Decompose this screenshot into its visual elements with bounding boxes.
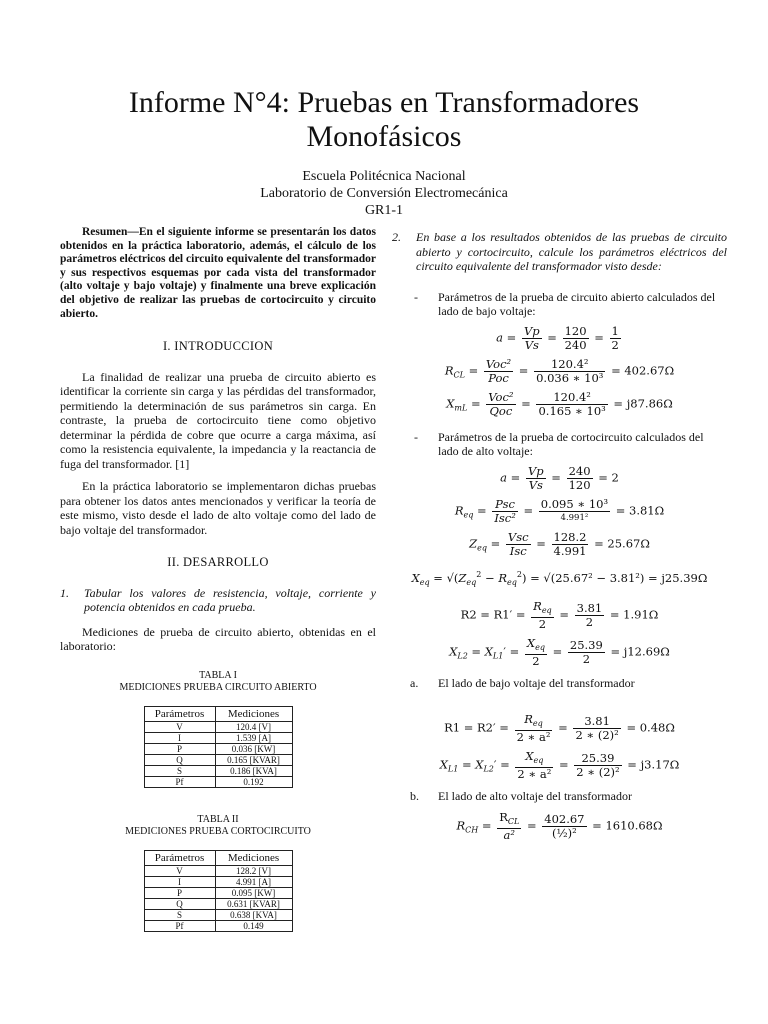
fraction (575, 602, 605, 629)
numerator: 25.39 (574, 752, 621, 766)
eq-result: = j87.86Ω (613, 396, 673, 410)
numerator: Voc² (488, 389, 514, 404)
table2-title: MEDICIONES PRUEBA CORTOCIRCUITO (125, 825, 311, 837)
right-column (392, 230, 727, 848)
numerator: 120 (564, 323, 587, 338)
table-cell-measurement: 0.192 (215, 776, 292, 787)
table-header: Parámetros (144, 850, 215, 865)
eq-result: = 0.48Ω (626, 720, 675, 734)
sub-item-text: El lado de alto voltaje del transformador (438, 788, 632, 803)
table-cell-measurement: 120.4 [V] (215, 721, 292, 732)
table-cell-parameter: P (144, 743, 215, 754)
eq-result: = 25.67Ω (594, 536, 650, 550)
table-cell-parameter: V (144, 865, 215, 876)
numerator: Psc (492, 498, 518, 512)
denominator: 2 (611, 337, 619, 352)
equation-r2: R2 = R1′ = $\frac{R_{eq}}{2}$ = $\frac{3.81}{2}$ = 1.91Ω (460, 599, 659, 631)
fraction (539, 498, 610, 525)
fraction: $\frac{402.67}{\text{(½)²}}$ (544, 812, 585, 840)
fraction (522, 325, 542, 352)
table-row (144, 765, 292, 776)
table-cell-measurement: 0.149 (215, 920, 292, 931)
item-number: 1. (60, 585, 69, 600)
fraction (536, 391, 607, 418)
equation-rcl: $R_{CL}$ = $\frac{\text{Voc²}}{\text{Poc}}$ = $\frac{\text{120.4²}}{\text{0.036 ∗ 10³}}$ = 402.67Ω (444, 356, 675, 385)
denominator: a² (503, 828, 515, 842)
numerator: 402.67 (544, 812, 585, 826)
table1-number: TABLA I (199, 669, 237, 681)
dash-text: Parámetros de la prueba de cortocircuito calculados del lado de alto voltaje: (438, 429, 704, 458)
table-cell-measurement: 0.186 [KVA] (215, 765, 292, 776)
numerator: 240 (568, 463, 591, 478)
equation-xl1: $X_{L1} = X_{L2}'$ = $\frac{X_{eq}}{\text{2 ∗ a²}}$ = $\frac{25.39}{\text{2 ∗ (2)²}}$ = j3.17Ω (439, 748, 680, 781)
table-cell-parameter: Pf (144, 920, 215, 931)
sub-item-b (392, 789, 727, 804)
dash-item-open-circuit (392, 290, 727, 319)
equation-req: $R_{eq}$ = $\frac{\text{Psc}}{\text{Isc²}}$ = $\frac{\text{0.095 ∗ 10³}}{\text{4.991²}}$ = 3.81Ω (454, 496, 665, 525)
paper-title (60, 86, 708, 154)
table-cell-parameter: Q (144, 898, 215, 909)
intro-paragraph-2: En la práctica laboratorio se implementaron dichas pruebas para obtener los datos antes mencionados y verificar la teoría de este mismo, visto desde el lado de alto voltaje como del lado de bajo voltaje del transformador. (60, 479, 376, 537)
equation-xl2: $X_{L2} = X_{L1}'$ = $\frac{X_{eq}}{2}$ = $\frac{25.39}{2}$ = j12.69Ω (449, 636, 670, 668)
denominator: Vs (524, 337, 539, 352)
fraction (573, 715, 620, 742)
fraction (484, 358, 513, 385)
denominator: 0.036 ∗ 10³ (536, 370, 604, 385)
numerator: 3.81 (573, 715, 620, 729)
numerator: 3.81 (576, 601, 603, 615)
fraction: $\frac{R_{eq}}{\text{2 ∗ a²}}$ (516, 711, 551, 744)
table-row (144, 743, 292, 754)
item-text: En base a los resultados obtenidos de las pruebas de circuito abierto y cortocircuito, calcule los parámetros eléctricos del circuito equivalente del transformador visto desde: (416, 230, 727, 273)
eq-result: = 3.81Ω (615, 503, 665, 517)
numerator: Vsc (507, 529, 529, 544)
table-row (144, 887, 292, 898)
eq-result: = 1.91Ω (609, 607, 659, 622)
table-row (144, 721, 292, 732)
numerator: 1 (611, 323, 619, 338)
numerator: Voc² (485, 356, 512, 371)
sub-item-label: b. (410, 788, 419, 803)
fraction (486, 391, 515, 418)
table-cell-parameter: Pf (144, 776, 215, 787)
fraction (506, 531, 531, 558)
sub-item-text: El lado de bajo voltaje del transformador (438, 676, 635, 690)
table2-caption (60, 814, 376, 838)
fraction (567, 465, 593, 492)
dash-text: Parámetros de la prueba de circuito abierto calculados del lado de bajo voltaje: (438, 289, 716, 318)
table-row (144, 898, 292, 909)
table-row (144, 754, 292, 765)
table-cell-parameter: P (144, 887, 215, 898)
denominator: 2 ∗ (2)² (575, 727, 619, 742)
fraction (526, 465, 546, 492)
numerator: 128.2 (553, 529, 587, 544)
dash-marker: - (414, 289, 418, 304)
fraction: $\frac{X_{eq}}{2}$ (526, 636, 545, 668)
title-line-2: Monofásicos (306, 120, 462, 153)
equation-xml: $X_{mL}$ = $\frac{\text{Voc²}}{\text{Qoc}}$ = $\frac{\text{120.4²}}{\text{0.165 ∗ 10³}}$ = j87.86Ω (446, 389, 673, 418)
equation-a-ratio-1: a = $\frac{Vp}{Vs}$ = $\frac{120}{240}$ = $\frac{1}{2}$ (496, 323, 619, 352)
numbered-item-1 (60, 586, 376, 615)
numerator: R (499, 810, 508, 824)
eq-result: = 2 (598, 470, 619, 484)
numerator: 120.4² (536, 391, 607, 405)
numerator: Vp (527, 463, 544, 478)
denominator: Isc (509, 543, 527, 558)
denominator: Qoc (489, 403, 513, 418)
table-cell-measurement: 4.991 [A] (215, 876, 292, 887)
eq-result: = j3.17Ω (627, 757, 680, 771)
sub-item-label: a. (410, 676, 419, 690)
equation-xeq: $X_{eq} = √(Z_{eq}^2 - R_{eq}^2) = √(25.67^2 - 3.81^2) = j25.39\Omega$ (411, 569, 708, 587)
eq-result: = 1610.68Ω (592, 818, 663, 833)
eq-lhs: a = (496, 330, 517, 344)
equation-r1: R1 = R2′ = $\frac{R_{eq}}{\text{2 ∗ a²}}$ = $\frac{3.81}{\text{2 ∗ (2)²}}$ = 0.48Ω (444, 711, 675, 744)
eq-result: = j12.69Ω (610, 644, 670, 659)
table-cell-parameter: V (144, 721, 215, 732)
numerator: 25.39 (569, 638, 603, 652)
denominator: 4.991² (560, 512, 589, 523)
table-cell-parameter: S (144, 909, 215, 920)
denominator: 2 (532, 654, 540, 668)
left-column (60, 226, 376, 932)
table-row (144, 920, 292, 931)
table-row (144, 732, 292, 743)
fraction (568, 639, 605, 666)
institution: Escuela Politécnica Nacional (302, 169, 466, 184)
table-row (144, 776, 292, 787)
table2-number: TABLA II (197, 813, 239, 825)
denominator: 2 (538, 617, 547, 631)
sub-item-a (392, 676, 727, 691)
denominator: 2 ∗ a² (517, 766, 552, 781)
eq-lhs: R1 = R2′ = (444, 720, 509, 734)
equation-a-ratio-2: a = $\frac{Vp}{Vs}$ = $\frac{240}{120}$ = 2 (500, 463, 619, 492)
table-short-circuit (144, 850, 293, 932)
equation-zeq: $Z_{eq}$ = $\frac{\text{Vsc}}{\text{Isc}}$ = $\frac{128.2}{4.991}$ = 25.67Ω (469, 529, 650, 558)
eq-lhs: R2 = R1′ = (460, 607, 526, 622)
table-row (144, 909, 292, 920)
table-row (144, 876, 292, 887)
table-cell-parameter: I (144, 876, 215, 887)
fraction (574, 752, 621, 779)
denominator: Isc² (494, 510, 516, 525)
numerator: 0.095 ∗ 10³ (540, 496, 609, 511)
denominator: 4.991 (553, 543, 587, 558)
abstract: Resumen—En el siguiente informe se presentarán los datos obtenidos en la práctica laboratorio, además, el cálculo de los parámetros eléctricos del circuito equivalente del transformador y sus respectivos esquemas por cada vista del transformador (alto voltaje y bajo voltaje) y finalmente una breve explicación del objetivo de realizar las pruebas de cortocircuito y circuito abierto. (60, 226, 376, 320)
table-header: Mediciones (215, 706, 292, 721)
denominator: 2 ∗ a² (516, 729, 551, 744)
fraction (492, 498, 518, 525)
table-cell-measurement: 0.631 [KVAR] (215, 898, 292, 909)
fraction (534, 358, 605, 385)
table-cell-measurement: 0.165 [KVAR] (215, 754, 292, 765)
fraction (552, 531, 589, 558)
numerator: Vp (523, 323, 540, 338)
table-cell-parameter: Q (144, 754, 215, 765)
item-number: 2. (392, 230, 401, 244)
numbered-item-2 (392, 230, 727, 274)
denominator: 120 (568, 477, 591, 492)
dash-marker: - (414, 429, 418, 444)
fraction (563, 325, 589, 352)
group-code: GR1-1 (364, 203, 404, 218)
denominator: 2 (582, 652, 591, 666)
denominator: 240 (564, 337, 587, 352)
denominator: 2 (585, 615, 594, 629)
table-row (144, 865, 292, 876)
author-block (60, 168, 708, 219)
table-cell-measurement: 0.638 [KVA] (215, 909, 292, 920)
denominator: Poc (488, 370, 509, 385)
table-cell-measurement: 0.095 [KW] (215, 887, 292, 898)
section-heading-introduccion: I. INTRODUCCION (162, 339, 274, 354)
item-text: Tabular los valores de resistencia, voltaje, corriente y potencia obtenidos en cada prueba. (84, 585, 376, 615)
table-cell-parameter: I (144, 732, 215, 743)
eq-result: = 402.67Ω (611, 363, 675, 377)
table-open-circuit (144, 706, 293, 788)
table-cell-measurement: 0.036 [KW] (215, 743, 292, 754)
equation-rch: $R_{CH}$ = $\frac{R_{CL}}{\text{a²}}$ = $\frac{402.67}{\text{(½)²}}$ = 1610.68Ω (456, 810, 663, 842)
numerator: 120.4² (534, 358, 605, 372)
section-heading-desarrollo: II. DESARROLLO (167, 555, 269, 570)
fraction (610, 325, 621, 352)
table1-caption (60, 670, 376, 694)
desarrollo-paragraph: Mediciones de prueba de circuito abierto, obtenidas en el laboratorio: (60, 624, 376, 654)
table1-title: MEDICIONES PRUEBA CIRCUITO ABIERTO (119, 681, 317, 693)
denominator: Vs (528, 477, 543, 492)
dash-item-short-circuit (392, 430, 727, 459)
table-header: Mediciones (215, 850, 292, 865)
table-cell-measurement: 128.2 [V] (215, 865, 292, 876)
fraction: $\frac{R_{CL}}{\text{a²}}$ (499, 810, 520, 842)
eq-result: = √(25.67² − 3.81²) = j25.39Ω (530, 570, 708, 585)
fraction: $\frac{R_{eq}}{2}$ (533, 599, 552, 631)
eq-lhs: a = (500, 470, 521, 484)
title-line-1: Informe N°4: Pruebas en Transformadores (128, 86, 640, 119)
denominator: 2 ∗ (2)² (576, 764, 620, 779)
lab-name: Laboratorio de Conversión Electromecánica (260, 186, 508, 201)
intro-paragraph-1: La finalidad de realizar una prueba de circuito abierto es identificar la corriente sin carga y las pérdidas del transformador, permitiendo la determinación de sus parámetros sin carga. En contraste, la prueba de cortocircuito tiene como objetivo determinar la pérdida de cobre que ocurre a carga máxima, así como la resistencia equivalente, la impedancia y la reactancia de fuga del transformador. [1] (60, 369, 376, 471)
fraction: $\frac{X_{eq}}{\text{2 ∗ a²}}$ (517, 748, 552, 781)
denominator: 0.165 ∗ 10³ (538, 403, 606, 418)
table-cell-parameter: S (144, 765, 215, 776)
table-header: Parámetros (144, 706, 215, 721)
table-cell-measurement: 1.539 [A] (215, 732, 292, 743)
